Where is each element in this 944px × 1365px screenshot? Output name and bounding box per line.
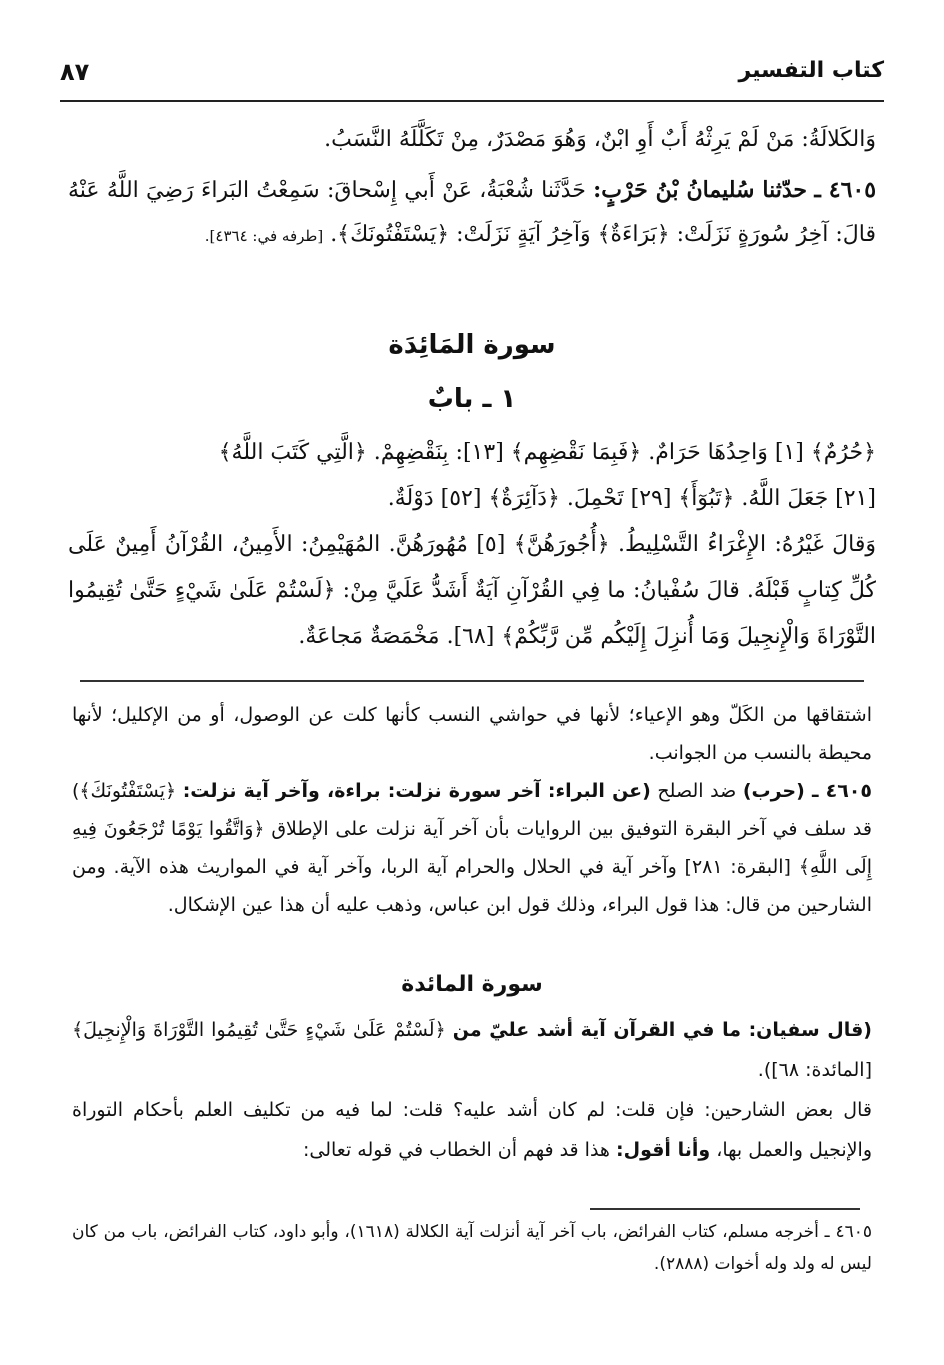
commentary-surah-title: سورة المائدة	[401, 972, 543, 997]
page-number: ٨٧	[60, 58, 90, 86]
shaarih-paragraph	[72, 1090, 872, 1170]
header-rule	[60, 100, 884, 102]
footnote-rule	[590, 1208, 860, 1210]
kalala-definition: وَالكَلالَةُ: مَنْ لَمْ يَرِثْهُ أَبٌ أَوِ ابْنٌ، وَهُوَ مَصْدَرٌ، مِنْ تَكَلَّلَهُ النَّسَبُ.	[324, 127, 876, 152]
bab-text-block	[68, 430, 876, 660]
shaarih-text-a: قال بعض الشارحين: فإن قلت: لم كان أشد عليه؟ قلت: لما فيه من تكليف العلم بأحكام التوراة والإنجيل والعمل بها،	[72, 1099, 872, 1161]
text-commentary-divider	[80, 680, 864, 682]
sufyan-quote	[72, 1010, 872, 1090]
tarafuh-ref: [طرفه في: ٤٣٦٤].	[204, 227, 324, 245]
commentary-paragraph-2	[72, 772, 872, 924]
commentary-block	[72, 696, 872, 924]
page-header	[60, 58, 884, 98]
footnote: ٤٦٠٥ ـ أخرجه مسلم، كتاب الفرائض، باب آخر آية أنزلت آية الكلالة (١٦١٨)، وأبو داود، كتاب الفرائض، باب من كان ليس له ولد وله أخوات (٢٨٨٨).	[72, 1222, 872, 1274]
commentary-quote: (عن البراء: آخر سورة نزلت: براءة، وآخر آية نزلت:	[182, 780, 651, 802]
hadith-4605	[68, 168, 876, 258]
commentary-block-2	[72, 1010, 872, 1170]
commentary-text-a: ضد الصلح	[650, 780, 743, 802]
bab-title: ١ ـ بابٌ	[427, 384, 517, 414]
bab-line-1: ﴿حُرُمٌ﴾ [١] وَاحِدُهَا حَرَامٌ. ﴿فَبِمَا نَقْضِهِم﴾ [١٣]: بِنَقْضِهِمْ. ﴿الَّتِي كَتَبَ اللَّهُ﴾	[218, 440, 876, 465]
hadith-body: حَدَّثَنا شُعْبَةُ، عَنْ أَبي إِسْحاقَ: سَمِعْتُ البَراءَ رَضِيَ اللَّهُ عَنْهُ قالَ: آخِرُ سُورَةٍ نَزَلَتْ: ﴿بَرَاءَةٌ﴾ وَآخِرُ آيَةٍ نَزَلَتْ: ﴿يَسْتَفْتُونَكَ﴾.	[68, 178, 876, 247]
shaarih-ana-aqul: وأنا أقول:	[616, 1139, 711, 1161]
hadith-chain: حدّثنا سُليمانُ بْنُ حَرْبٍ:	[593, 177, 808, 203]
sufyan-quote-bold: (قال سفيان: ما في القرآن آية أشد عليّ من	[452, 1019, 872, 1041]
sufyan-quote-verse: ﴿لَسْتُمْ عَلَىٰ شَيْءٍ حَتَّىٰ تُقِيمُوا التَّوْرَاةَ وَالْإِنجِيلَ﴾ [المائدة: ٦٨]).	[72, 1019, 872, 1081]
commentary-hadith-ref: ٤٦٠٥ ـ (حرب)	[742, 780, 872, 802]
surah-title: سورة المَائِدَة	[388, 330, 556, 360]
hadith-text-block	[68, 118, 876, 264]
commentary-text-c: ﴿يَسْتَفْتُونَكَ﴾) قد سلف في آخر البقرة التوفيق بين الروايات بأن آخر آية نزلت على الإطلاق ﴿وَاتَّقُوا يَوْمًا تُرْجَعُونَ فِيهِ إِلَى اللَّهِ﴾ [البقرة: ٢٨١] وآخر آية في الحلال والحرام آية الربا، وآخر آية في المواريث هذه الآية. ومن الشارحين من قال: هذا قول البراء، وذلك قول ابن عباس، وذهب عليه أن هذا عين الإشكال.	[72, 780, 872, 916]
running-title: كتاب التفسير	[738, 58, 884, 83]
shaarih-text-b: هذا قد فهم أن الخطاب في قوله تعالى:	[302, 1139, 616, 1161]
bab-line-2: [٢١] جَعَلَ اللَّهُ. ﴿تَبُوٓأَ﴾ [٢٩] تَحْمِلَ. ﴿دَآئِرَةٌ﴾ [٥٢] دَوْلَةٌ.	[387, 486, 876, 511]
hadith-number: ٤٦٠٥ ـ	[814, 177, 877, 203]
bab-line-3: وَقالَ غَيْرُهُ: الإِغْرَاءُ التَّسْلِيطُ. ﴿أُجُورَهُنَّ﴾ [٥] مُهُورَهُنَّ. المُهَيْمِنُ: الأَمِينُ، القُرْآنُ أَمِينٌ عَلَى كُلِّ كِتابٍ قَبْلَهُ. قالَ سُفْيانُ: ما فِي القُرْآنِ آيَةٌ أَشَدُّ عَلَيَّ مِنْ: ﴿لَسْتُمْ عَلَىٰ شَيْءٍ حَتَّىٰ تُقِيمُوا التَّوْرَاةَ وَالْإِنجِيلَ وَمَا أُنزِلَ إِلَيْكُم مِّن رَّبِّكُمْ﴾ [٦٨]. مَخْمَصَةٌ مَجاعَةٌ.	[68, 532, 876, 649]
commentary-paragraph-1: اشتقاقها من الكَلّ وهو الإعياء؛ لأنها في حواشي النسب كأنها كلت عن الوصول، أو من الإكليل؛ لأنها محيطة بالنسب من الجوانب.	[72, 704, 872, 764]
